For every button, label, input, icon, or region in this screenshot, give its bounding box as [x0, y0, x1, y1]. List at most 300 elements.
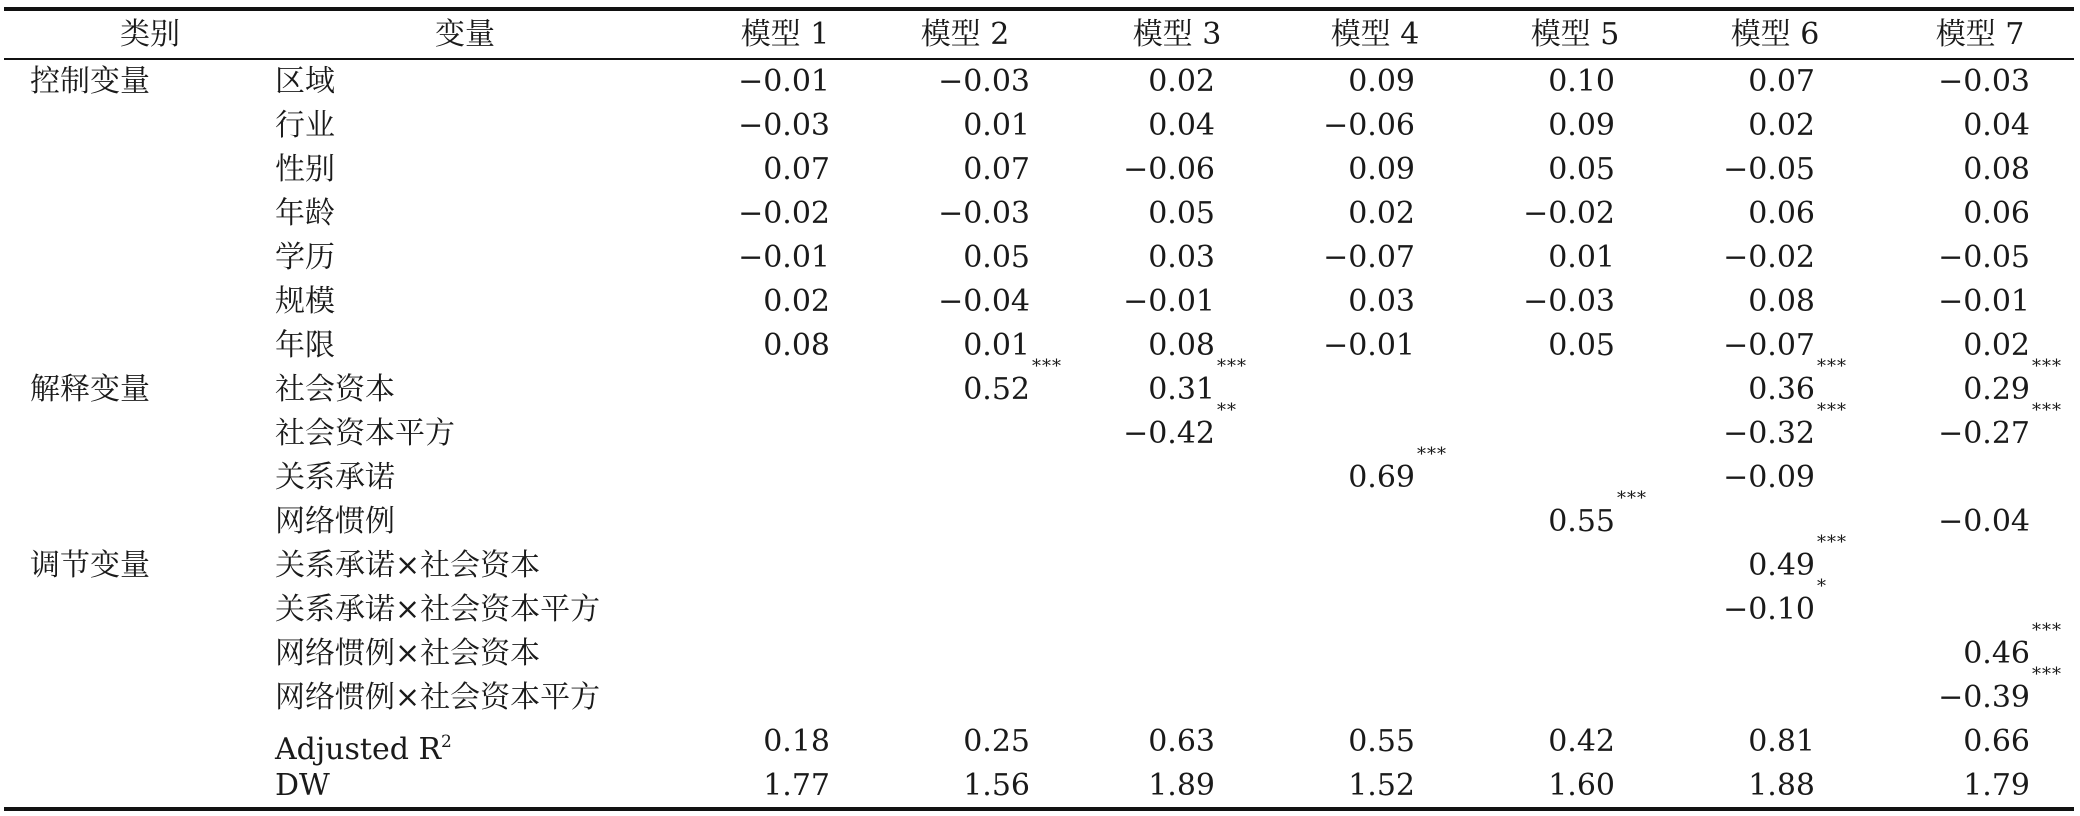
- coefficient-text: −0.01: [1938, 284, 2030, 319]
- model-4-value: [1235, 444, 1447, 500]
- coefficient-text: 1.77: [763, 768, 830, 803]
- model-1-value: [650, 324, 830, 368]
- table-row: [0, 104, 2080, 148]
- top-rule: [4, 7, 2074, 11]
- model-6-value: [1635, 236, 1815, 280]
- table-row: [0, 764, 2080, 808]
- coefficient: [1748, 280, 1815, 324]
- coefficient: [1323, 324, 1415, 368]
- row-variable-label: 性别: [275, 152, 335, 187]
- coefficient: [1348, 60, 1415, 104]
- table-row: [0, 400, 2080, 456]
- row-variable-label: 社会资本: [275, 372, 395, 407]
- coefficient-text: 0.36: [1748, 372, 1815, 407]
- model-6-value: [1635, 720, 1815, 764]
- coefficient: [1963, 356, 2062, 412]
- row-variable: [275, 632, 540, 676]
- coefficient-text: 1.79: [1963, 768, 2030, 803]
- significance-stars: ***: [1817, 400, 1847, 421]
- coefficient: [1963, 324, 2030, 368]
- coefficient-text: 0.31: [1148, 372, 1215, 407]
- model-5-value: [1435, 60, 1615, 104]
- coefficient-text: −0.01: [1123, 284, 1215, 319]
- coefficient-text: 0.08: [1148, 328, 1215, 363]
- coefficient-text: 0.01: [963, 328, 1030, 363]
- coefficient: [1748, 720, 1815, 764]
- coefficient: [738, 192, 830, 236]
- header-model-3: 模型 3: [1132, 17, 1222, 52]
- model-3-value: [1035, 60, 1215, 104]
- model-3-value: [1035, 236, 1215, 280]
- model-6-value: [1635, 192, 1815, 236]
- coefficient: [1148, 60, 1215, 104]
- coefficient-text: 1.89: [1148, 768, 1215, 803]
- row-variable: [275, 324, 335, 368]
- coefficient: [1938, 236, 2030, 280]
- row-variable-label: 网络惯例×社会资本平方: [275, 680, 601, 715]
- model-7-value: [1850, 764, 2030, 808]
- model-7-value: [1850, 60, 2030, 104]
- coefficient: [938, 280, 1030, 324]
- coefficient-text: 0.01: [963, 108, 1030, 143]
- coefficient-text: 0.04: [1963, 108, 2030, 143]
- coefficient-text: 0.08: [1748, 284, 1815, 319]
- coefficient-text: 1.60: [1548, 768, 1615, 803]
- coefficient-text: 0.09: [1548, 108, 1615, 143]
- coefficient-text: −0.09: [1723, 460, 1815, 495]
- coefficient-text: 0.05: [1548, 328, 1615, 363]
- coefficient: [1148, 356, 1247, 412]
- model-4-value: [1235, 60, 1415, 104]
- model-1-value: [650, 148, 830, 192]
- model-2-value: [850, 720, 1030, 764]
- coefficient-text: −0.04: [938, 284, 1030, 319]
- coefficient: [1123, 400, 1237, 456]
- model-4-value: [1235, 324, 1415, 368]
- model-6-value: [1635, 104, 1815, 148]
- coefficient-text: 0.06: [1748, 196, 1815, 231]
- coefficient: [963, 324, 1030, 368]
- model-4-value: [1235, 764, 1415, 808]
- header-model-7: 模型 7: [1935, 17, 2025, 52]
- coefficient-text: −0.06: [1323, 108, 1415, 143]
- coefficient: [1748, 356, 1847, 412]
- model-2-value: [850, 764, 1030, 808]
- coefficient: [1548, 488, 1647, 544]
- row-variable-label: 年龄: [275, 196, 335, 231]
- coefficient: [1548, 60, 1615, 104]
- model-3-value: [1035, 400, 1237, 456]
- coefficient: [1963, 104, 2030, 148]
- model-2-value: [850, 148, 1030, 192]
- model-1-value: [650, 280, 830, 324]
- header-model-4: 模型 4: [1330, 17, 1420, 52]
- significance-stars: ***: [1617, 488, 1647, 509]
- header-model-2: 模型 2: [920, 17, 1010, 52]
- coefficient-text: 0.52: [963, 372, 1030, 407]
- model-5-value: [1435, 764, 1615, 808]
- model-5-value: [1435, 148, 1615, 192]
- coefficient: [1523, 280, 1615, 324]
- model-2-value: [850, 356, 1062, 412]
- row-variable-label: 区域: [275, 64, 335, 99]
- coefficient: [738, 104, 830, 148]
- coefficient: [1148, 324, 1215, 368]
- model-1-value: [650, 236, 830, 280]
- coefficient: [938, 192, 1030, 236]
- model-6-value: [1635, 324, 1815, 368]
- coefficient-text: 0.46: [1963, 636, 2030, 671]
- row-category: 控制变量: [30, 64, 150, 99]
- model-2-value: [850, 60, 1030, 104]
- row-variable-label: 关系承诺×社会资本平方: [275, 592, 601, 627]
- coefficient: [763, 764, 830, 808]
- model-2-value: [850, 192, 1030, 236]
- coefficient-text: −0.03: [738, 108, 830, 143]
- header-model-1: 模型 1: [740, 17, 830, 52]
- coefficient-text: −0.06: [1123, 152, 1215, 187]
- coefficient: [738, 60, 830, 104]
- significance-stars: ***: [2032, 664, 2062, 685]
- model-7-value: [1850, 324, 2030, 368]
- table-row: [0, 664, 2080, 720]
- model-7-value: [1850, 104, 2030, 148]
- row-variable: [275, 60, 335, 104]
- coefficient-text: −0.07: [1723, 328, 1815, 363]
- significance-stars: ***: [2032, 356, 2062, 377]
- coefficient: [1548, 720, 1615, 764]
- coefficient: [1548, 104, 1615, 148]
- coefficient-text: 0.69: [1348, 460, 1415, 495]
- coefficient: [1348, 444, 1447, 500]
- model-7-value: [1850, 400, 2062, 456]
- coefficient-text: −0.42: [1123, 416, 1215, 451]
- model-2-value: [850, 280, 1030, 324]
- row-variable-label: 网络惯例×社会资本: [275, 636, 541, 671]
- coefficient: [1123, 280, 1215, 324]
- coefficient-text: 0.08: [1963, 152, 2030, 187]
- model-6-value: [1635, 148, 1815, 192]
- row-variable-label: 年限: [275, 328, 335, 363]
- coefficient: [1963, 620, 2062, 676]
- model-2-value: [850, 104, 1030, 148]
- coefficient-text: 0.03: [1348, 284, 1415, 319]
- coefficient-text: 0.25: [963, 724, 1030, 759]
- coefficient-text: −0.02: [1523, 196, 1615, 231]
- coefficient: [1123, 148, 1215, 192]
- coefficient-text: −0.01: [1323, 328, 1415, 363]
- coefficient: [1148, 236, 1215, 280]
- table-row: [0, 576, 2080, 632]
- model-4-value: [1235, 104, 1415, 148]
- coefficient-text: −0.05: [1938, 240, 2030, 275]
- model-7-value: [1850, 192, 2030, 236]
- coefficient: [1323, 236, 1415, 280]
- coefficient-text: 1.52: [1348, 768, 1415, 803]
- coefficient-text: −0.04: [1938, 504, 2030, 539]
- coefficient-text: 0.02: [1348, 196, 1415, 231]
- table-row: [0, 280, 2080, 324]
- coefficient: [1723, 236, 1815, 280]
- coefficient-text: 0.07: [763, 152, 830, 187]
- model-3-value: [1035, 104, 1215, 148]
- table-row: [0, 444, 2080, 500]
- model-4-value: [1235, 192, 1415, 236]
- model-7-value: [1850, 280, 2030, 324]
- coefficient: [938, 60, 1030, 104]
- model-4-value: [1235, 720, 1415, 764]
- row-variable: [275, 104, 335, 148]
- row-variable-label: 社会资本平方: [275, 416, 455, 451]
- coefficient-text: −0.03: [1523, 284, 1615, 319]
- table-row: [0, 720, 2080, 767]
- coefficient-text: 0.09: [1348, 152, 1415, 187]
- model-5-value: [1435, 488, 1647, 544]
- coefficient-text: 0.18: [763, 724, 830, 759]
- model-2-value: [850, 324, 1030, 368]
- coefficient-text: 0.03: [1148, 240, 1215, 275]
- table-row: [0, 148, 2080, 192]
- coefficient: [1723, 576, 1827, 632]
- header-variable: 变量: [435, 17, 495, 52]
- coefficient: [1748, 104, 1815, 148]
- header-row: [0, 13, 2080, 57]
- coefficient-text: 0.02: [1963, 328, 2030, 363]
- row-variable-label: 学历: [275, 240, 335, 275]
- row-category: 解释变量: [30, 372, 150, 407]
- row-variable: [275, 720, 452, 767]
- model-6-value: [1635, 532, 1847, 588]
- row-variable-superscript: 2: [441, 732, 452, 752]
- coefficient: [1548, 324, 1615, 368]
- row-variable: [275, 676, 600, 720]
- coefficient-text: −0.02: [1723, 240, 1815, 275]
- coefficient: [1938, 500, 2030, 544]
- model-7-value: [1850, 720, 2030, 764]
- coefficient: [1148, 104, 1215, 148]
- coefficient: [1348, 148, 1415, 192]
- coefficient: [763, 324, 830, 368]
- coefficient: [1963, 192, 2030, 236]
- coefficient-text: 0.10: [1548, 64, 1615, 99]
- table-row: [0, 532, 2080, 588]
- model-1-value: [650, 104, 830, 148]
- table-row: [0, 356, 2080, 412]
- row-variable: [275, 148, 335, 192]
- model-5-value: [1435, 280, 1615, 324]
- coefficient: [1523, 192, 1615, 236]
- coefficient: [963, 148, 1030, 192]
- coefficient-text: 0.49: [1748, 548, 1815, 583]
- bottom-rule: [4, 807, 2074, 811]
- coefficient: [1723, 456, 1815, 500]
- coefficient: [1548, 148, 1615, 192]
- coefficient: [763, 148, 830, 192]
- coefficient-text: 0.06: [1963, 196, 2030, 231]
- significance-stars: ***: [1817, 532, 1847, 553]
- coefficient-text: −0.32: [1723, 416, 1815, 451]
- model-1-value: [650, 720, 830, 764]
- coefficient: [963, 720, 1030, 764]
- coefficient-text: 0.42: [1548, 724, 1615, 759]
- coefficient-text: 0.55: [1348, 724, 1415, 759]
- coefficient-text: 0.01: [1548, 240, 1615, 275]
- coefficient: [1748, 60, 1815, 104]
- model-3-value: [1035, 720, 1215, 764]
- model-6-value: [1635, 356, 1847, 412]
- coefficient: [1938, 60, 2030, 104]
- significance-stars: ***: [1032, 356, 1062, 377]
- coefficient-text: 0.02: [763, 284, 830, 319]
- coefficient-text: 0.05: [1148, 196, 1215, 231]
- coefficient-text: 0.07: [1748, 64, 1815, 99]
- model-1-value: [650, 60, 830, 104]
- model-6-value: [1635, 60, 1815, 104]
- coefficient: [1938, 280, 2030, 324]
- model-5-value: [1435, 236, 1615, 280]
- row-variable-label: Adjusted R: [275, 732, 442, 767]
- model-6-value: [1635, 400, 1847, 456]
- coefficient-text: −0.05: [1723, 152, 1815, 187]
- coefficient: [1348, 764, 1415, 808]
- coefficient: [1748, 192, 1815, 236]
- table-row: [0, 488, 2080, 544]
- model-6-value: [1635, 456, 1815, 500]
- coefficient-text: −0.03: [938, 196, 1030, 231]
- coefficient-text: 0.05: [963, 240, 1030, 275]
- row-variable: [275, 764, 330, 808]
- header-model-6: 模型 6: [1730, 17, 1820, 52]
- coefficient-text: −0.27: [1938, 416, 2030, 451]
- row-variable: [275, 500, 395, 544]
- coefficient-text: 0.04: [1148, 108, 1215, 143]
- coefficient: [1348, 280, 1415, 324]
- coefficient: [1963, 720, 2030, 764]
- model-7-value: [1850, 236, 2030, 280]
- coefficient-text: 0.05: [1548, 152, 1615, 187]
- coefficient-text: 0.55: [1548, 504, 1615, 539]
- coefficient-text: −0.10: [1723, 592, 1815, 627]
- table-row: [0, 192, 2080, 236]
- row-variable: [275, 192, 335, 236]
- coefficient: [1938, 664, 2062, 720]
- model-3-value: [1035, 280, 1215, 324]
- coefficient: [1148, 720, 1215, 764]
- row-variable: [275, 368, 395, 412]
- coefficient-text: −0.01: [738, 64, 830, 99]
- model-3-value: [1035, 356, 1247, 412]
- significance-stars: ***: [1217, 356, 1247, 377]
- coefficient: [963, 236, 1030, 280]
- coefficient-text: 0.66: [1963, 724, 2030, 759]
- model-1-value: [650, 764, 830, 808]
- coefficient: [1723, 400, 1847, 456]
- row-variable-label: 行业: [275, 108, 335, 143]
- model-2-value: [850, 236, 1030, 280]
- model-5-value: [1435, 104, 1615, 148]
- row-variable: [275, 544, 540, 588]
- model-3-value: [1035, 764, 1215, 808]
- coefficient: [1723, 324, 1815, 368]
- model-7-value: [1850, 664, 2062, 720]
- coefficient-text: 0.29: [1963, 372, 2030, 407]
- coefficient: [1148, 764, 1215, 808]
- model-3-value: [1035, 148, 1215, 192]
- significance-stars: ***: [2032, 620, 2062, 641]
- model-7-value: [1850, 620, 2062, 676]
- coefficient-text: 0.07: [963, 152, 1030, 187]
- model-1-value: [650, 192, 830, 236]
- row-variable-label: DW: [275, 768, 330, 803]
- coefficient-text: 1.88: [1748, 768, 1815, 803]
- coefficient: [1723, 148, 1815, 192]
- model-7-value: [1850, 500, 2030, 544]
- coefficient-text: −0.03: [1938, 64, 2030, 99]
- coefficient-text: −0.03: [938, 64, 1030, 99]
- model-5-value: [1435, 720, 1615, 764]
- coefficient-text: 0.09: [1348, 64, 1415, 99]
- model-4-value: [1235, 280, 1415, 324]
- row-variable: [275, 280, 335, 324]
- coefficient-text: 0.81: [1748, 724, 1815, 759]
- model-4-value: [1235, 148, 1415, 192]
- significance-stars: **: [1217, 400, 1237, 421]
- row-variable-label: 关系承诺: [275, 460, 395, 495]
- model-5-value: [1435, 192, 1615, 236]
- coefficient-text: 0.08: [763, 328, 830, 363]
- coefficient: [963, 764, 1030, 808]
- coefficient: [1938, 400, 2062, 456]
- coefficient-text: 0.63: [1148, 724, 1215, 759]
- coefficient: [1748, 532, 1847, 588]
- significance-stars: *: [1817, 576, 1827, 597]
- coefficient-text: −0.39: [1938, 680, 2030, 715]
- model-5-value: [1435, 324, 1615, 368]
- model-3-value: [1035, 192, 1215, 236]
- coefficient-text: −0.02: [738, 196, 830, 231]
- model-6-value: [1635, 280, 1815, 324]
- row-variable: [275, 456, 395, 500]
- row-variable-label: 规模: [275, 284, 335, 319]
- row-variable: [275, 236, 335, 280]
- model-6-value: [1635, 764, 1815, 808]
- table-row: [0, 60, 2080, 104]
- row-variable: [275, 588, 600, 632]
- coefficient: [1148, 192, 1215, 236]
- model-7-value: [1850, 356, 2062, 412]
- model-3-value: [1035, 324, 1215, 368]
- row-variable: [275, 412, 455, 456]
- row-variable-label: 关系承诺×社会资本: [275, 548, 541, 583]
- model-7-value: [1850, 148, 2030, 192]
- coefficient: [1963, 148, 2030, 192]
- table-row: [0, 236, 2080, 280]
- coefficient: [1548, 764, 1615, 808]
- header-category: 类别: [120, 17, 180, 52]
- coefficient: [763, 720, 830, 764]
- coefficient: [738, 236, 830, 280]
- coefficient: [963, 104, 1030, 148]
- coefficient-text: −0.01: [738, 240, 830, 275]
- coefficient-text: 0.02: [1748, 108, 1815, 143]
- coefficient-text: 0.02: [1148, 64, 1215, 99]
- row-category: 调节变量: [30, 548, 150, 583]
- coefficient: [1348, 720, 1415, 764]
- significance-stars: ***: [1417, 444, 1447, 465]
- coefficient-text: −0.07: [1323, 240, 1415, 275]
- model-4-value: [1235, 236, 1415, 280]
- coefficient-text: 1.56: [963, 768, 1030, 803]
